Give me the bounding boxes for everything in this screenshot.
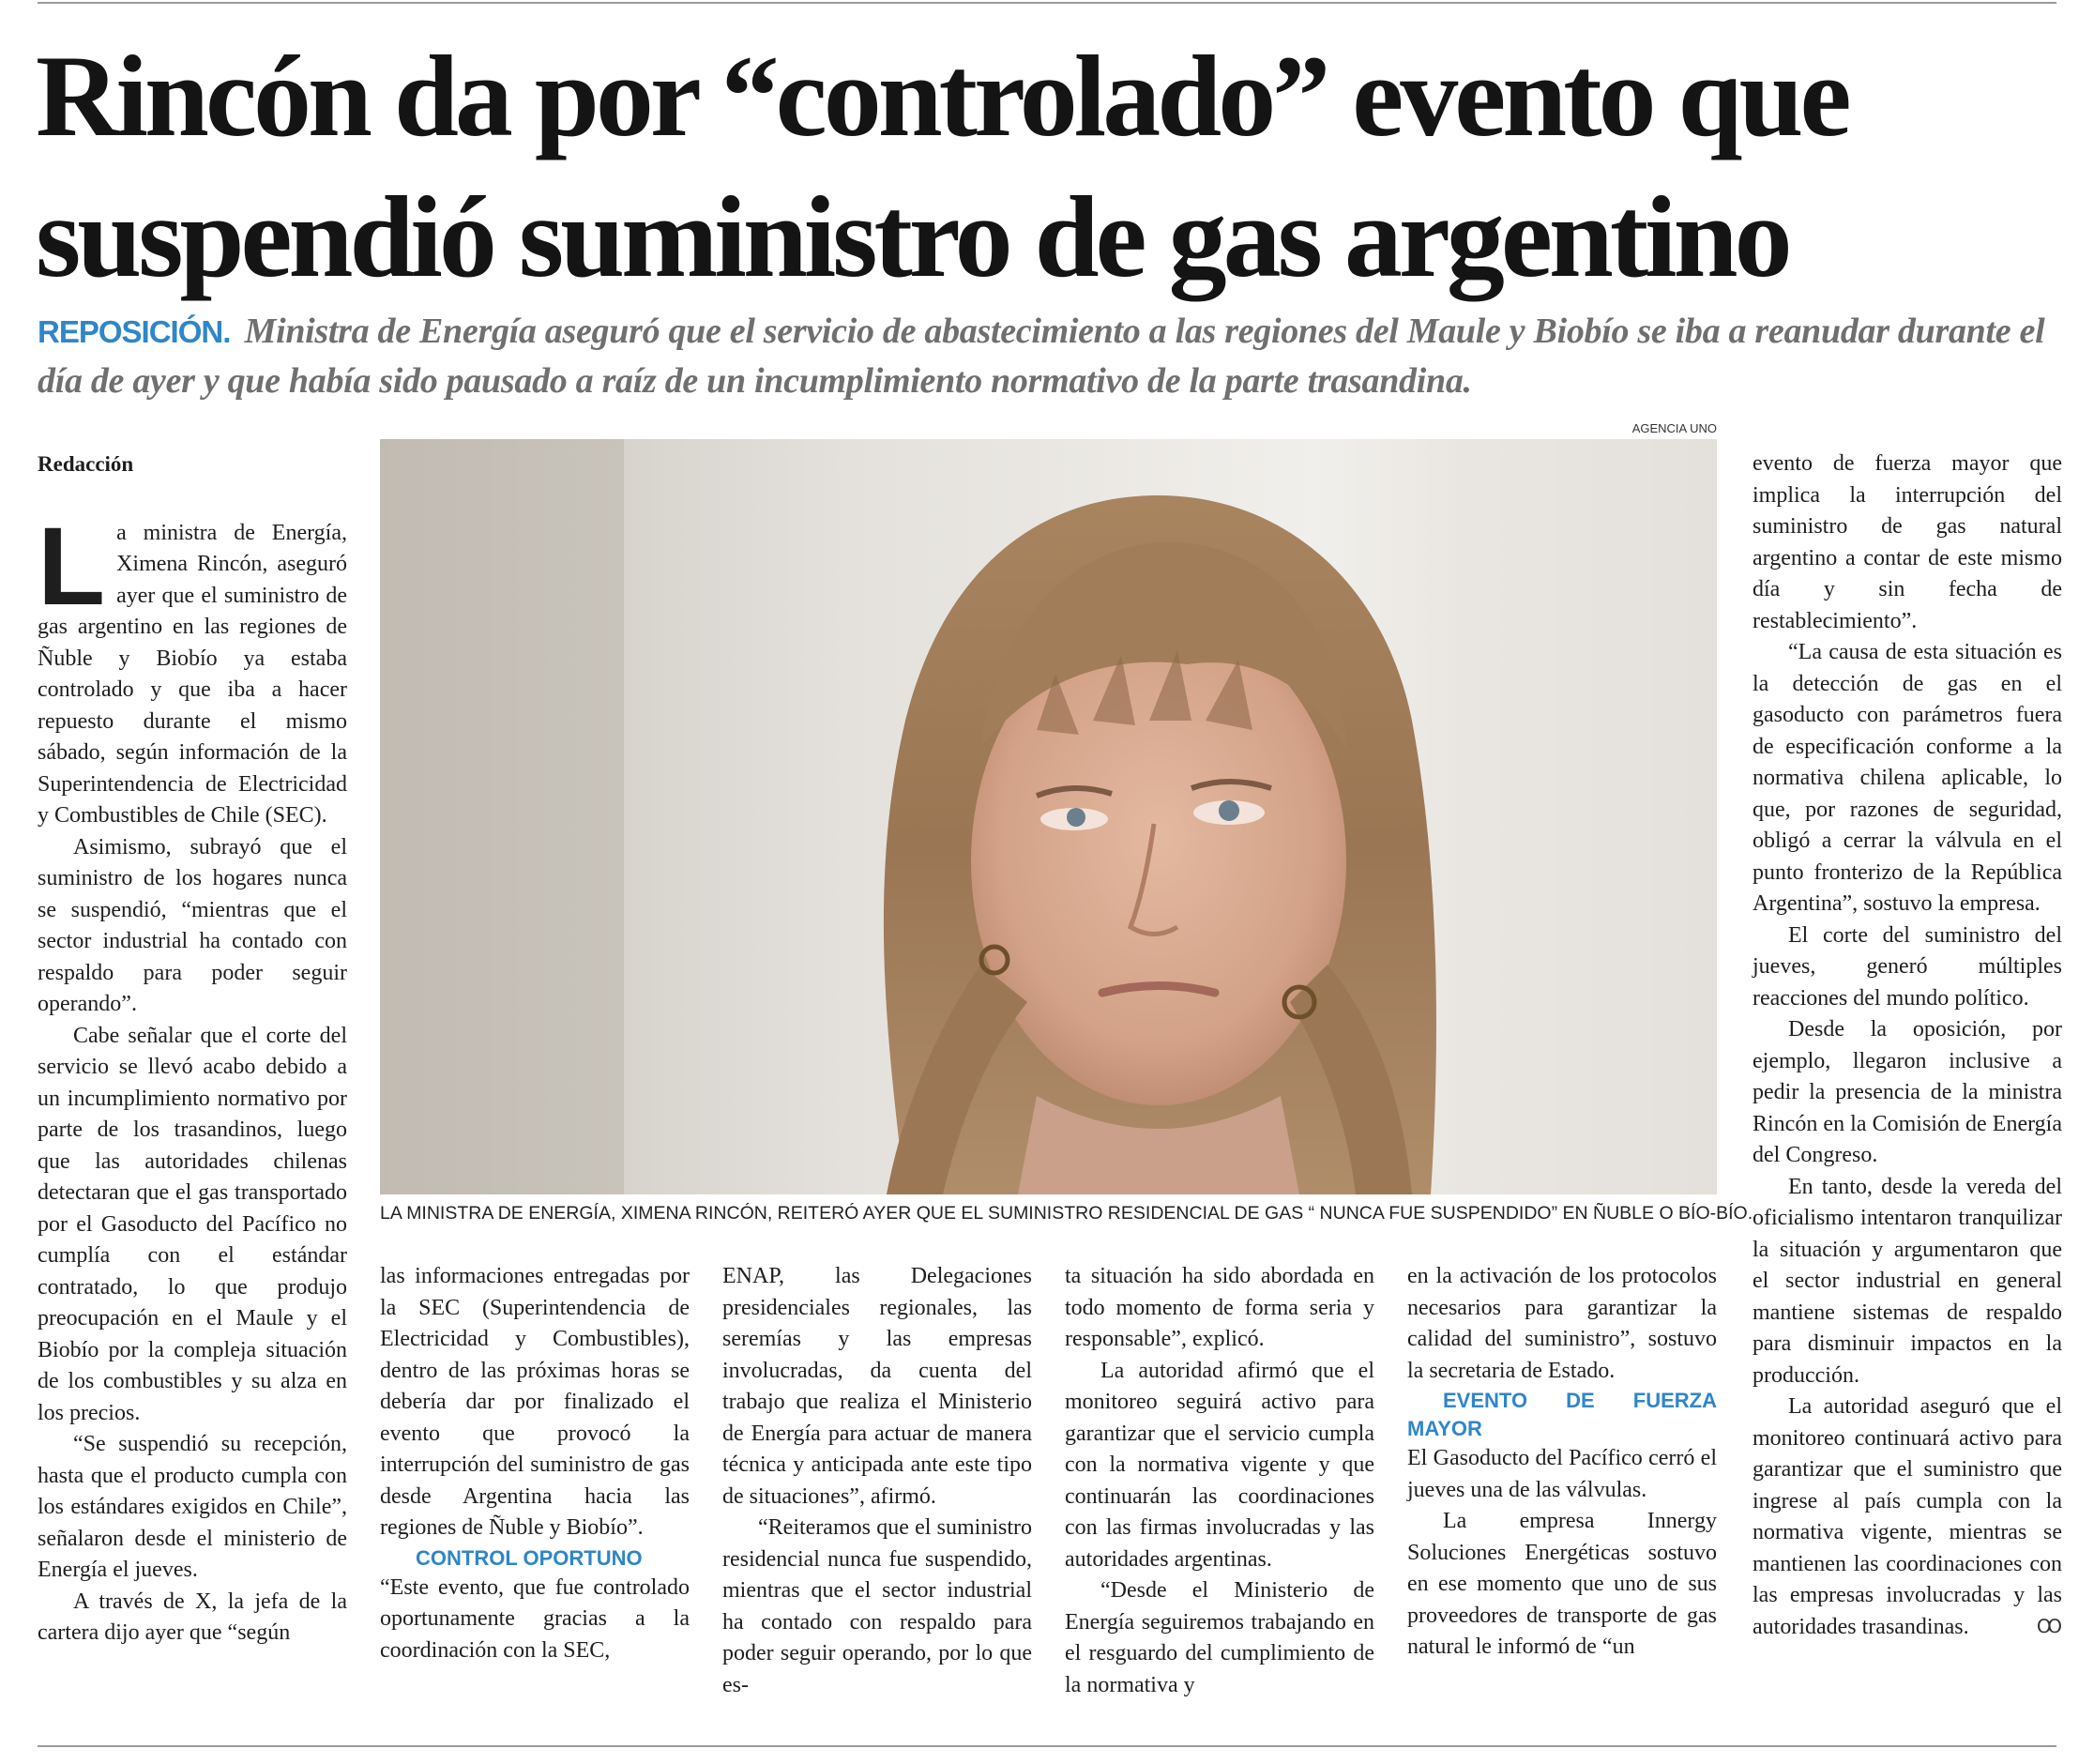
paragraph: “Desde el Ministerio de Energía seguiremos trabajando en el resguardo del cumplimiento de la normativa y [1065,1578,1374,1697]
headline-line-1: Rincón da por “controlado” evento que [36,32,1848,160]
paragraph: La autoridad afirmó que el monitoreo seguirá activo para garantizar que el servicio cumpla con la normativa vigente y que continuarán las coordinaciones con las firmas involucradas y las autoridades argentinas. [1065,1358,1374,1572]
headline [36,26,2062,308]
headline-line-2: suspendió suministro de gas argentino [36,173,1789,301]
paragraph: El corte del suministro del jueves, generó múltiples reacciones del mundo político. [1753,922,2062,1011]
paragraph: evento de fuerza mayor que implica la interrupción del suministro de gas natural argentino a contar de este mismo día y sin fecha de restablecimiento”. [1753,451,2062,633]
end-mark-icon: Ꝏ [2036,1616,2062,1637]
top-rule [38,2,2056,4]
paragraph: “Reiteramos que el suministro residencial nunca fue suspendido, mientras que el sector industrial ha contado con respaldo para poder seguir operando, por lo que es- [722,1515,1032,1697]
paragraph: “Se suspendió su recepción, hasta que el producto cumpla con los estándares exigidos en Chile”, señalaron desde el ministerio de Energía el jueves. [38,1432,347,1582]
paragraph: Asimismo, subrayó que el suministro de los hogares nunca se suspendió, “mientras que el sector industrial ha contado con respaldo para poder seguir operando”. [38,834,347,1016]
deck-kicker: REPOSICIÓN. [38,314,231,349]
paragraph [1753,1391,2062,1643]
subhead-control-oportuno: CONTROL OPORTUNO [416,1545,643,1570]
paragraph: “Este evento, que fue controlado oportunamente gracias a la coordinación con la SEC, [380,1574,690,1663]
paragraph: La empresa Innergy Soluciones Energéticas sostuvo en ese momento que uno de sus proveedores de transporte de gas natural le informó de “un [1407,1509,1717,1659]
paragraph [38,504,347,832]
paragraph: ta situación ha sido abordada en todo momento de forma seria y responsable”, explicó. [1065,1264,1374,1351]
paragraph: En tanto, desde la vereda del oficialismo intentaron tranquilizar la situación y argumentaron que el sector industrial en general mantiene sistemas de respaldo para disminuir impactos en la producción. [1753,1174,2062,1388]
paragraph: ENAP, las Delegaciones presidenciales regionales, las seremías y las empresas involucradas, da cuenta del trabajo que realiza el Ministerio de Energía para actuar de manera técnica y anticipada ante este tipo de situaciones”, afirmó. [722,1264,1032,1509]
deck [38,307,2055,405]
byline: Redacción [38,452,134,476]
column-3 [722,1261,1032,1740]
portrait-illustration [380,439,1717,1194]
subhead-evento-fuerza-mayor: EVENTO DE FUERZA MAYOR [1407,1389,1717,1440]
deck-text: Ministra de Energía aseguró que el servicio de abastecimiento a las regiones del Maule y Biobío se iba a reanudar durante el día de ayer y que había sido pausado a raíz de un incumplimiento normativo de la parte trasandina. [38,312,2045,401]
photo-caption: LA MINISTRA DE ENERGÍA, XIMENA RINCÓN, REITERÓ AYER QUE EL SUMINISTRO RESIDENCIAL DE GAS “ NUNCA FUE SUSPENDIDO” EN ÑUBLE O BÍO-BÍO. [380,1203,1753,1224]
paragraph: Desde la oposición, por ejemplo, llegaron inclusive a pedir la presencia de la ministra Rincón en la Comisión de Energía del Congreso. [1753,1017,2062,1167]
paragraph-text: a ministra de Energía, Ximena Rincón, aseguró ayer que el suministro de gas argentino en las regiones de Ñuble y Biobío ya estaba controlado y que iba a hacer repuesto durante el mismo sábado, según información de la Superintendencia de Electricidad y Combustibles de Chile (SEC). [38,520,347,828]
paragraph: A través de X, la jefa de la cartera dijo ayer que “según [38,1589,347,1645]
paragraph: El Gasoducto del Pacífico cerró el jueves una de las válvulas. [1407,1446,1717,1502]
bottom-rule [38,1745,2056,1747]
column-4 [1065,1261,1374,1740]
photo-credit: AGENCIA UNO [1631,421,1717,435]
column-6 [1753,449,2062,1734]
column-1 [38,449,347,1734]
paragraph-text: La autoridad aseguró que el monitoreo continuará activo para garantizar que el suministro que ingrese al país cumpla con la normativa vigente, mientras se mantienen las coordinaciones con las empresas involucradas y las autoridades trasandinas. [1753,1394,2062,1639]
paragraph: “La causa de esta situación es la detección de gas en el gasoducto con parámetros fuera de especificación conforme a la normativa chilena aplicable, lo que, por razones de seguridad, obligó a cerrar la válvula en el punto fronterizo de la República Argentina”, sostuvo la empresa. [1753,640,2062,916]
column-2 [380,1261,690,1740]
column-5 [1407,1261,1717,1740]
paragraph: Cabe señalar que el corte del servicio se llevó acabo debido a un incumplimiento normativo por parte de los trasandinos, luego que las autoridades chilenas detectaran que el gas transportado por el Gasoducto del Pacífico no cumplía con el estándar contratado, lo que produjo preocupación en el Maule y el Biobío por la compleja situación de los combustibles y su alza en los precios. [38,1023,347,1425]
portrait-photo [380,439,1717,1194]
paragraph: las informaciones entregadas por la SEC (Superintendencia de Electricidad y Combustibles), dentro de las próximas horas se debería dar por finalizado el evento que provocó la interrupción del suministro de gas desde Argentina hacia las regiones de Ñuble y Biobío”. [380,1264,690,1540]
paragraph: en la activación de los protocolos necesarios para garantizar la calidad del suministro”, sostuvo la secretaria de Estado. [1407,1264,1717,1383]
drop-cap: L [38,504,106,629]
